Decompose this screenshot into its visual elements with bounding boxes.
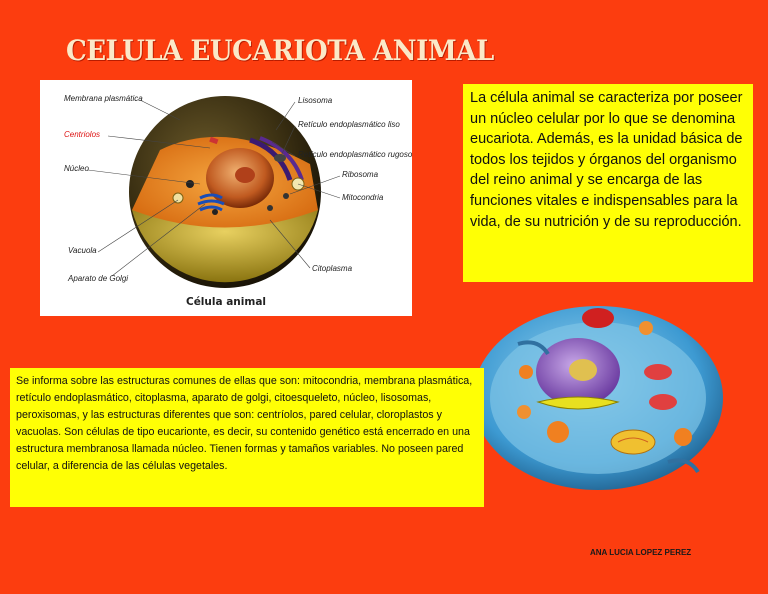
cell-3d-illustration xyxy=(458,292,730,506)
label-centriolos: Centriolos xyxy=(64,130,101,139)
label-ribosoma: Ribosoma xyxy=(342,170,379,179)
diagram-caption: Célula animal xyxy=(185,296,267,308)
label-vacuola: Vacuola xyxy=(68,246,97,255)
label-nucleo: Núcleo xyxy=(64,164,89,173)
author-name: ANA LUCIA LOPEZ PEREZ xyxy=(590,548,692,557)
label-mitocondria: Mitocondria xyxy=(342,193,384,202)
label-membrana: Membrana plasmática xyxy=(64,94,143,103)
structures-box: Se informa sobre las estructuras comunes de ellas que son: mitocondria, membrana plasmática, retículo endoplasmático, citoplasma, aparato de golgi, citoesqueleto, núcleo, lisosomas, peroxisomas, y las estructuras diferentes que son: centríolos, pared celular, cloroplastos y vacuolas. Son células de tipo eucarionte, es decir, su contenido genético está encerrado en una estructura membranosa llamada núcleo. Tienen formas y tamaños variables. No poseen pared celular, a diferencia de las células vegetales. xyxy=(10,368,484,507)
label-golgi: Aparato de Golgi xyxy=(68,274,129,283)
label-citoplasma: Citoplasma xyxy=(312,264,353,273)
cell-diagram xyxy=(40,80,412,316)
page-title: CELULA EUCARIOTA ANIMAL xyxy=(66,34,494,67)
description-box: La célula animal se caracteriza por poseer un núcleo celular por lo que se denomina eucariota. Además, es la unidad básica de todos los tejidos y órganos del organismo del reino animal y se encarga de las funciones vitales e indispensables para la vida, de su nutrición y de su reproducción. xyxy=(463,84,753,282)
label-rer: Retículo endoplasmático rugoso xyxy=(298,150,413,159)
label-lisosoma: Lisosoma xyxy=(298,96,333,105)
label-rel: Retículo endoplasmático liso xyxy=(298,120,400,129)
